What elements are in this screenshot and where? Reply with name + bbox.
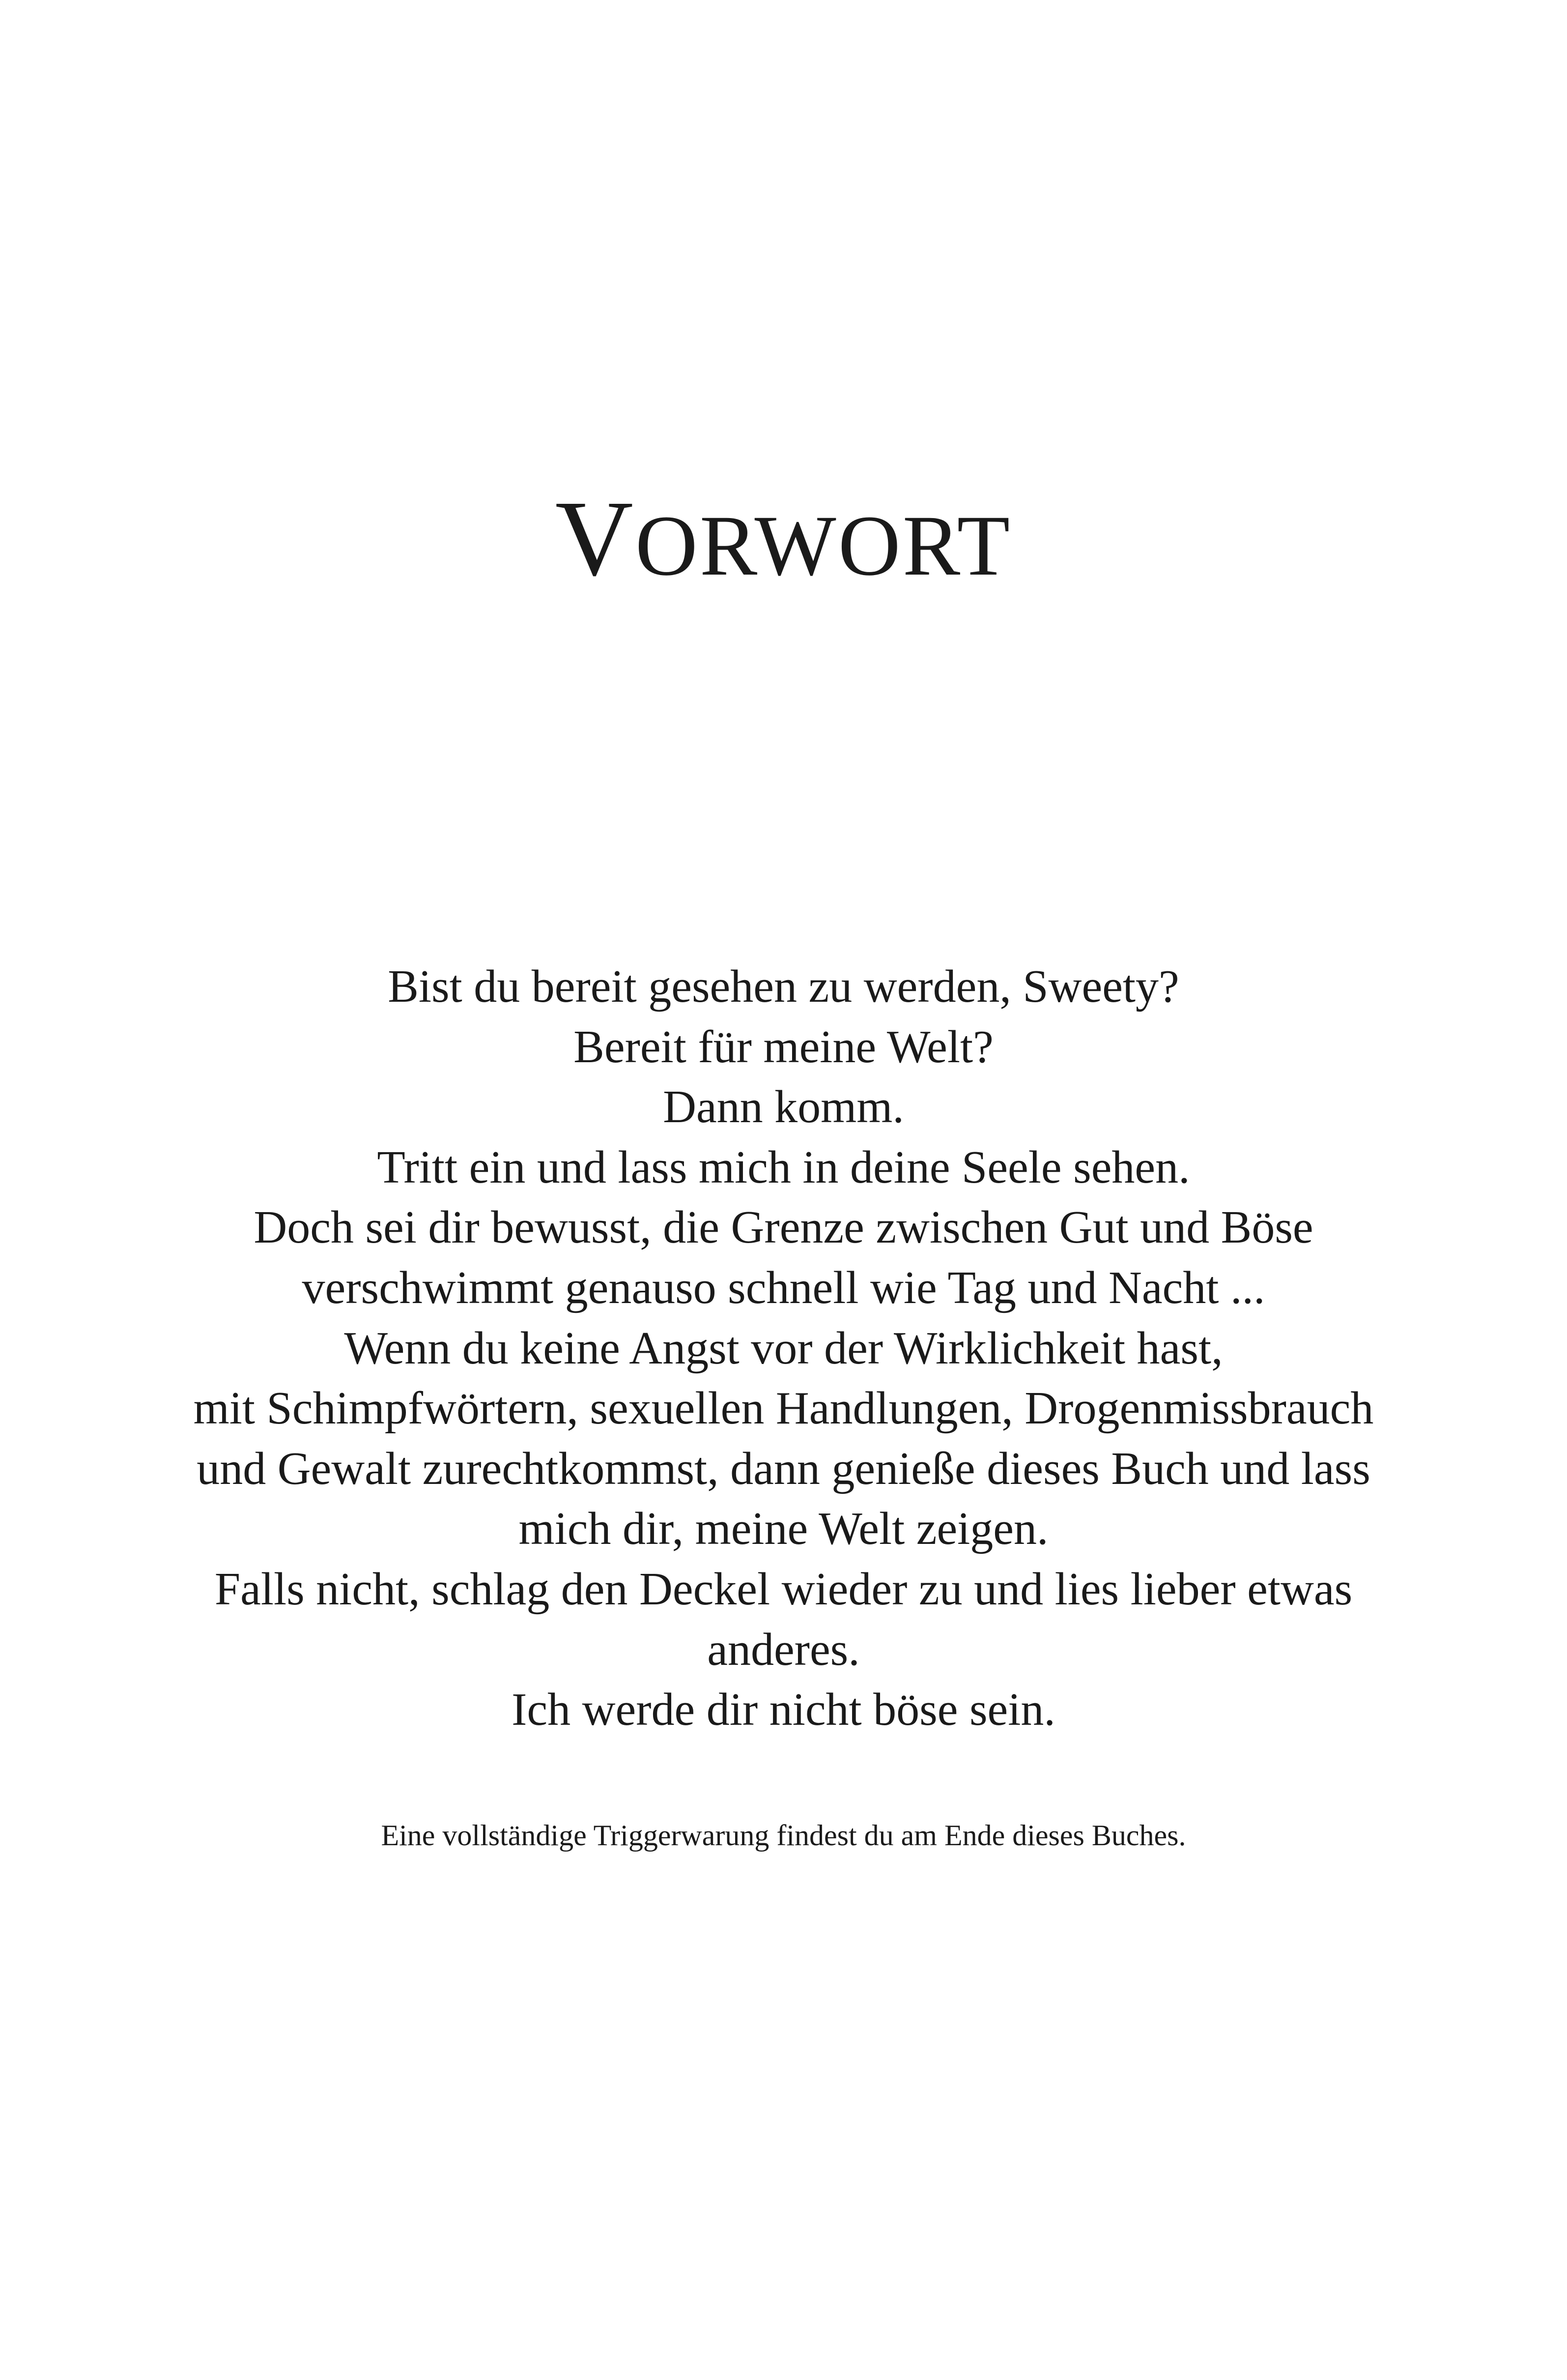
text-line: Tritt ein und lass mich in deine Seele sehen.	[377, 1141, 1190, 1193]
text-line: Falls nicht, schlag den Deckel wieder zu und lies lieber etwas	[214, 1563, 1353, 1615]
text-line: Doch sei dir bewusst, die Grenze zwischen Gut und Böse	[254, 1202, 1313, 1253]
page-title-initial: V	[555, 478, 635, 598]
text-line: Dann komm.	[663, 1081, 904, 1133]
trigger-warning-note: Eine vollständige Triggerwarung findest du am Ende dieses Buches.	[381, 1819, 1186, 1852]
foreword-text	[157, 957, 1410, 1740]
text-line: mich dir, meine Welt zeigen.	[518, 1503, 1049, 1555]
page-title	[0, 478, 1567, 600]
text-line: Bereit für meine Welt?	[573, 1021, 994, 1073]
text-line: und Gewalt zurechtkommst, dann genieße dieses Buch und lass	[197, 1443, 1370, 1494]
text-line: verschwimmt genauso schnell wie Tag und Nacht ...	[302, 1262, 1265, 1313]
text-line: Bist du bereit gesehen zu werden, Sweety?	[388, 961, 1179, 1012]
text-line: anderes.	[707, 1624, 860, 1675]
page-title-rest: ORWORT	[635, 498, 1012, 594]
text-line: Ich werde dir nicht böse sein.	[512, 1684, 1055, 1736]
text-line: Wenn du keine Angst vor der Wirklichkeit hast,	[344, 1322, 1223, 1374]
text-line: mit Schimpfwörtern, sexuellen Handlungen, Drogenmissbrauch	[193, 1383, 1374, 1434]
